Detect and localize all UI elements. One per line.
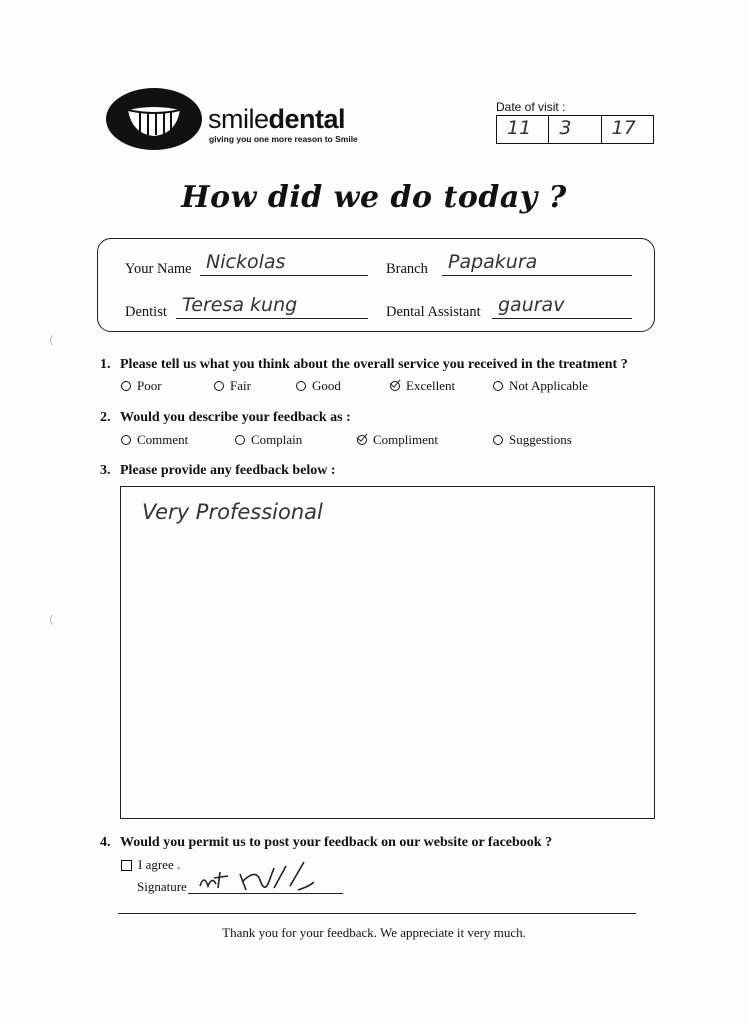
checked-radio-icon [390, 381, 400, 391]
name-label: Your Name [125, 261, 192, 277]
agree-label: I agree . [138, 857, 181, 872]
radio-icon [296, 381, 306, 391]
date-month-cell[interactable] [549, 116, 601, 143]
q2-option-complain[interactable]: Complain [235, 432, 302, 448]
radio-icon [121, 381, 131, 391]
q2-option-comment[interactable]: Comment [121, 432, 188, 448]
brand-tagline: giving you one more reason to Smile [209, 134, 358, 144]
radio-icon [121, 435, 131, 445]
radio-icon [493, 381, 503, 391]
smile-logo-icon [106, 88, 202, 150]
handwritten-signature [194, 860, 329, 896]
assistant-label: Dental Assistant [386, 304, 481, 320]
question-2-number: 2. [100, 410, 111, 425]
punch-hole [50, 333, 65, 348]
q2-option-compliment[interactable]: Compliment [357, 432, 438, 448]
dentist-label: Dentist [125, 304, 167, 320]
assistant-value: gaurav [498, 294, 565, 316]
date-year: 17 [611, 117, 636, 139]
feedback-textarea[interactable] [120, 486, 655, 819]
name-value: Nickolas [206, 251, 286, 273]
date-day: 11 [507, 117, 532, 139]
date-label: Date of visit : [496, 100, 566, 114]
date-month: 3 [559, 117, 572, 139]
q1-option-not-applicable[interactable]: Not Applicable [493, 378, 588, 394]
q1-option-poor[interactable]: Poor [121, 378, 162, 394]
question-4-number: 4. [100, 835, 111, 850]
name-field[interactable] [200, 251, 368, 276]
question-3-text: Please provide any feedback below : [120, 463, 336, 478]
q1-option-excellent[interactable]: Excellent [390, 378, 455, 394]
question-1-number: 1. [100, 357, 111, 372]
checked-radio-icon [357, 435, 367, 445]
q1-option-good[interactable]: Good [296, 378, 341, 394]
dentist-value: Teresa kung [182, 294, 298, 316]
radio-icon [235, 435, 245, 445]
question-2-text: Would you describe your feedback as : [120, 410, 351, 425]
radio-icon [214, 381, 224, 391]
branch-label: Branch [386, 261, 428, 277]
branch-field[interactable] [442, 251, 632, 276]
dentist-field[interactable] [176, 294, 368, 319]
punch-hole [50, 612, 65, 627]
agree-checkbox[interactable] [121, 860, 132, 871]
question-4-text: Would you permit us to post your feedback on our website or facebook ? [120, 835, 553, 850]
q2-option-suggestions[interactable]: Suggestions [493, 432, 572, 448]
signature-label: Signature [137, 879, 187, 894]
branch-value: Papakura [448, 251, 538, 273]
q1-option-fair[interactable]: Fair [214, 378, 251, 394]
footer-thanks: Thank you for your feedback. We appreciate it very much. [222, 925, 526, 940]
date-day-cell[interactable] [497, 116, 549, 143]
date-year-cell[interactable] [602, 116, 653, 143]
feedback-value: Very Professional [142, 500, 323, 524]
radio-icon [493, 435, 503, 445]
divider [118, 913, 636, 914]
page-title: How did we do today ? [181, 180, 567, 215]
date-field[interactable] [496, 115, 654, 144]
brand-wordmark: smiledental [208, 104, 346, 134]
assistant-field[interactable] [492, 294, 632, 319]
question-1-text: Please tell us what you think about the overall service you received in the treatment ? [120, 357, 628, 372]
question-3-number: 3. [100, 463, 111, 478]
